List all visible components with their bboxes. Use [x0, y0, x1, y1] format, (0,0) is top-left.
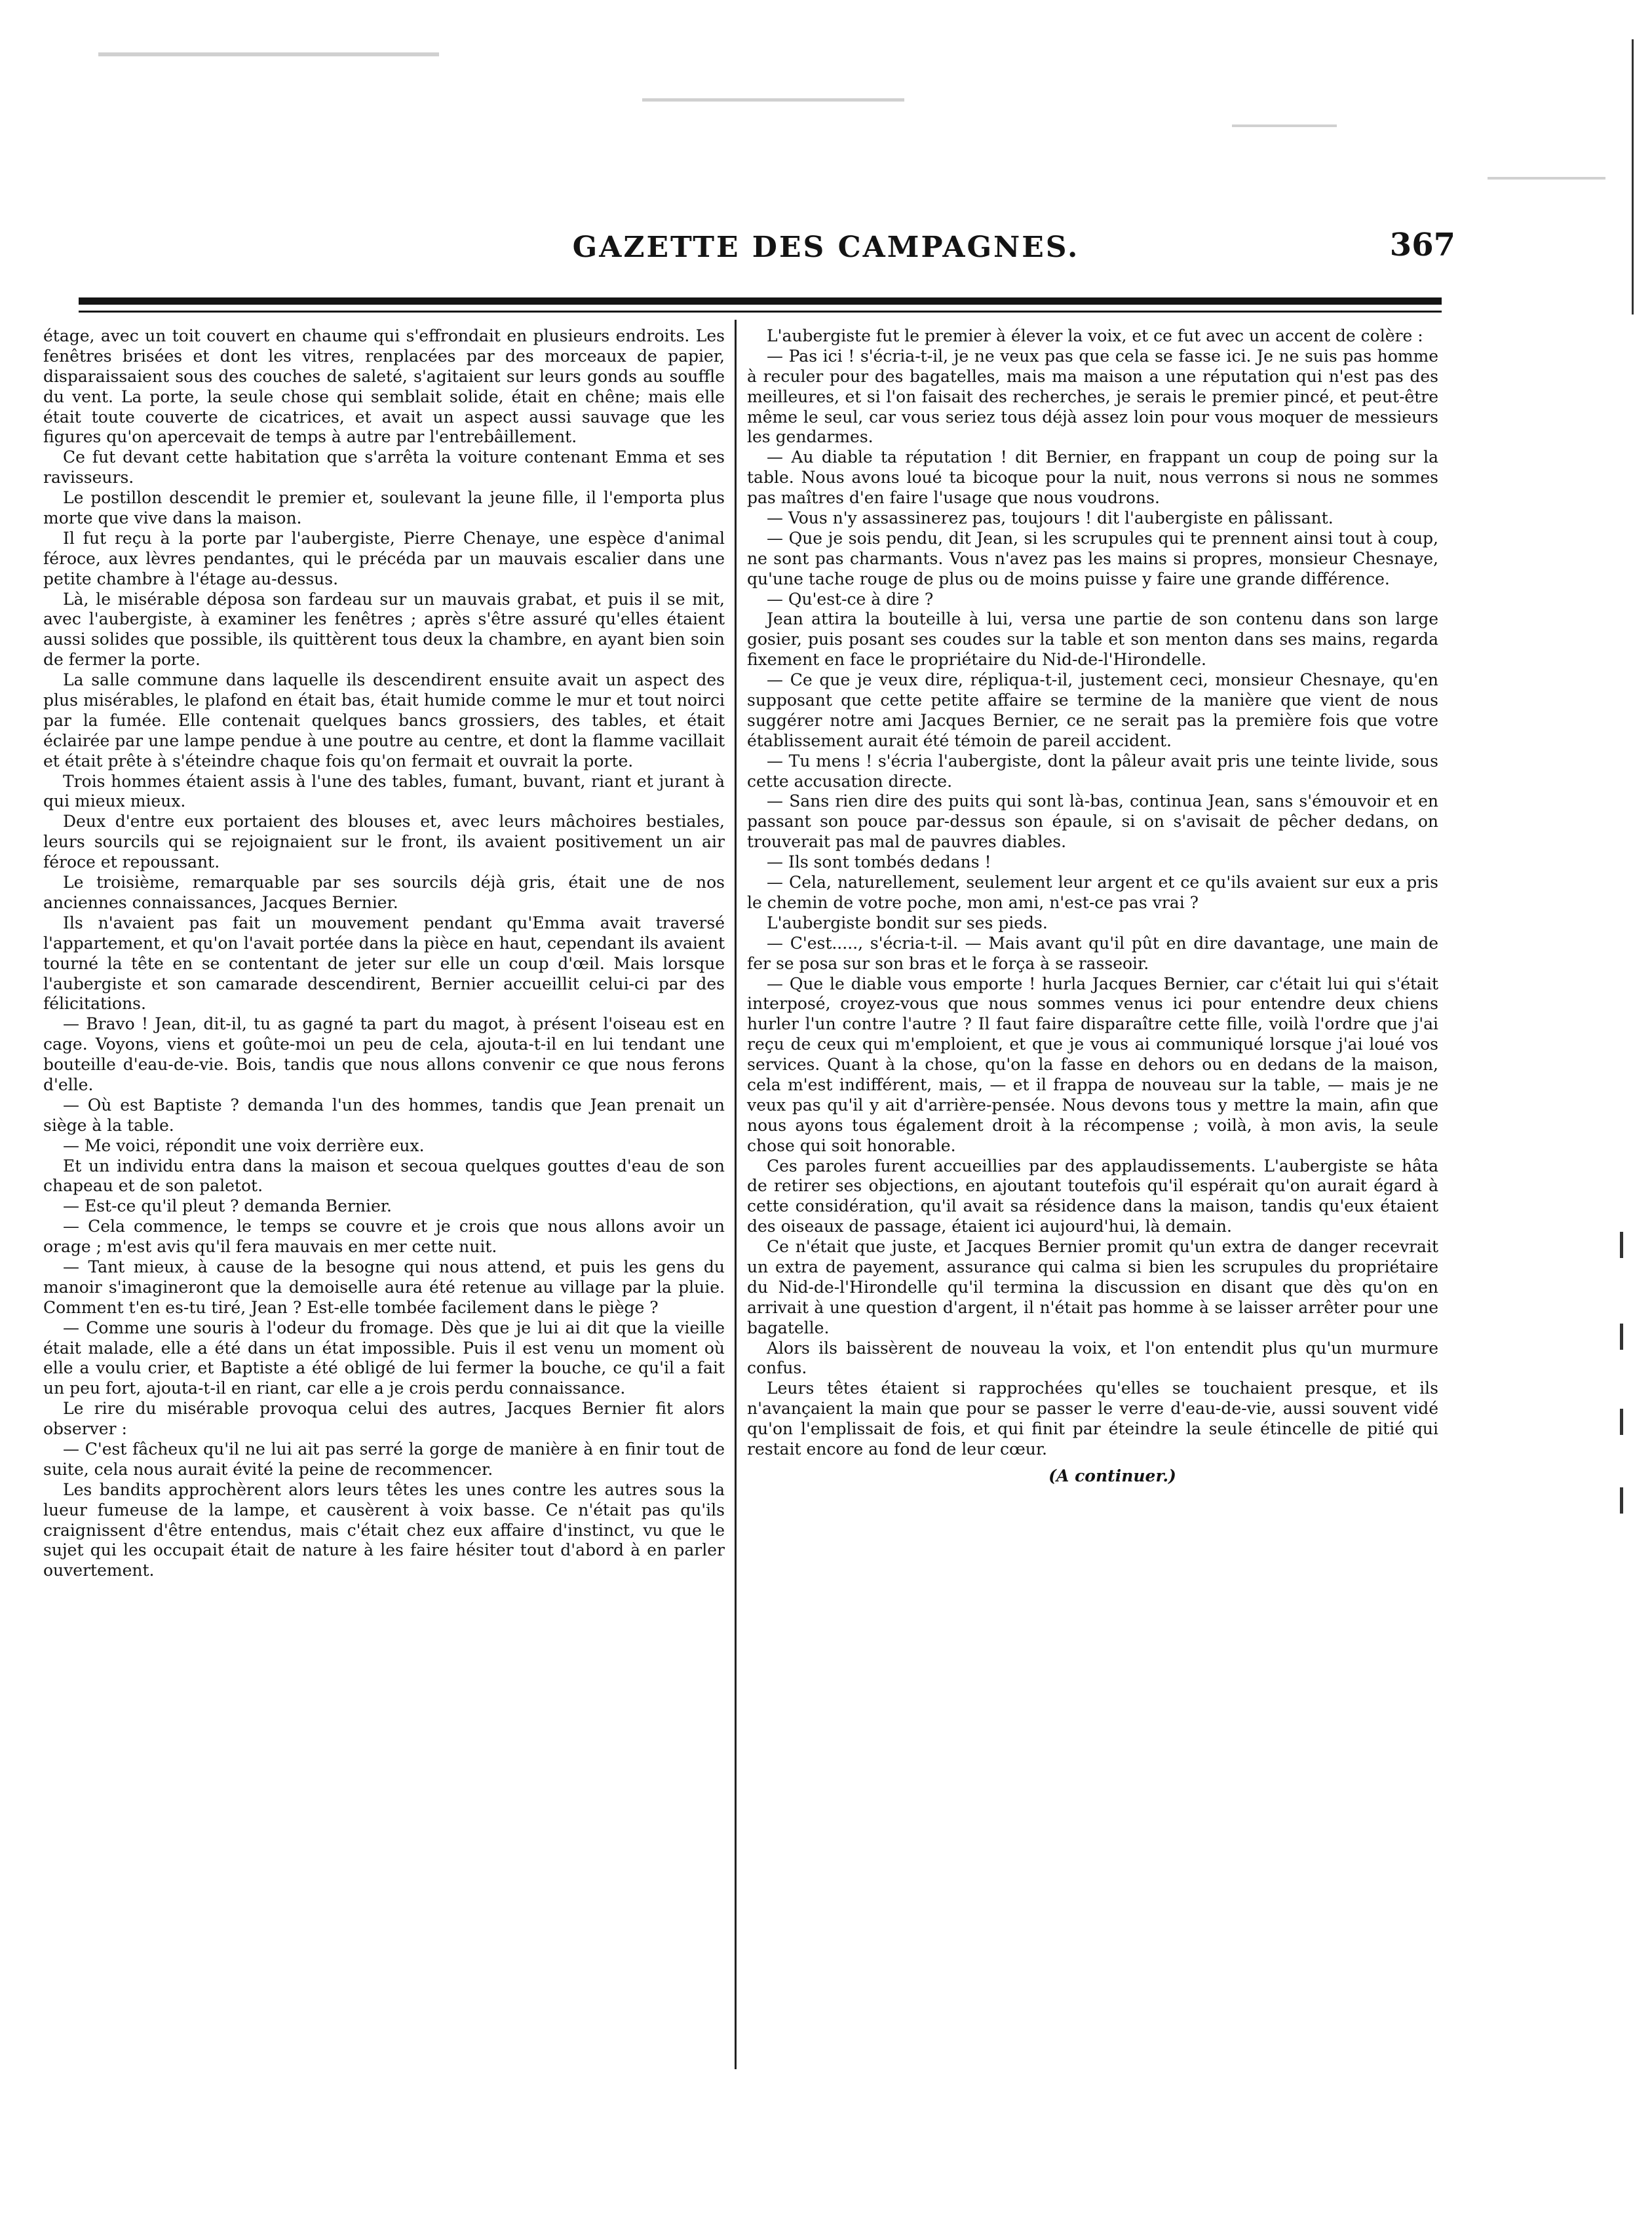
article-paragraph: Et un individu entra dans la maison et secoua quelques gouttes d'eau de son chapeau et de son paletot. [43, 1156, 725, 1196]
article-paragraph: — C'est....., s'écria-t-il. — Mais avant qu'il pût en dire davantage, une main de fer se posa sur son bras et le força à se rasseoir. [747, 933, 1438, 973]
article-paragraph: Les bandits approchèrent alors leurs têtes les unes contre les autres sous la lueur fumeuse de la lampe, et causèrent à voix basse. Ce n'était pas qu'ils craignissent d'être entendus, mais c'était chez eux affaire d'instinct, vu que le sujet qui les occupait était de nature à les faire hésiter tout d'abord à en parler ouvertement. [43, 1479, 725, 1580]
article-paragraph: — Que le diable vous emporte ! hurla Jacques Bernier, car c'était lui qui s'était interposé, croyez-vous que nous sommes venus ici pour entendre deux chiens hurler l'un contre l'autre ? Il faut faire disparaître cette fille, voilà l'ordre que j'ai reçu de ceux qui m'emploient, et que je vous ai communiqué lorsque j'ai loué vos services. Quant à la chose, qu'on la fasse en dehors ou en dedans de la maison, cela m'est indifférent, mais, — et il frappa de nouveau sur la table, — mais je ne veux pas qu'il y ait d'arrière-pensée. Nous devons tous y mettre la main, afin que nous ayons tous également droit à la récompense ; voilà, à mon avis, la seule chose qui soit honorable. [747, 974, 1438, 1155]
scan-edge-mark [1632, 39, 1634, 315]
article-paragraph: — Bravo ! Jean, dit-il, tu as gagné ta part du magot, à présent l'oiseau est en cage. Voyons, viens et goûte-moi un peu de cela, ajouta-t-il en lui tendant une bouteille d'eau-de-vie. Bois, tandis que nous allons convenir ce que nous ferons d'elle. [43, 1014, 725, 1094]
article-paragraph: — Cela, naturellement, seulement leur argent et ce qu'ils avaient sur eux a pris le chemin de votre poche, mon ami, n'est-ce pas vrai ? [747, 873, 1438, 912]
article-paragraph: Le rire du misérable provoqua celui des autres, Jacques Bernier fit alors observer : [43, 1399, 725, 1439]
scan-edge-mark [1620, 1487, 1623, 1514]
article-paragraph: Alors ils baissèrent de nouveau la voix, et l'on entendit plus qu'un murmure confus. [747, 1338, 1438, 1378]
article-paragraph: Ce fut devant cette habitation que s'arrêta la voiture contenant Emma et ses ravisseurs. [43, 448, 725, 487]
article-paragraph: — Comme une souris à l'odeur du fromage. Dès que je lui ai dit que la vieille était malade, elle a été dans un état impossible. Puis il est venu un moment où elle a voulu crier, et Baptiste a été obligé de lui fermer la bouche, ce qu'il a fait un peu fort, ajouta-t-il en riant, car elle a je crois perdu connaissance. [43, 1318, 725, 1398]
article-paragraph: — Cela commence, le temps se couvre et je crois que nous allons avoir un orage ; m'est avis qu'il fera mauvais en mer cette nuit. [43, 1217, 725, 1257]
scan-noise [1232, 124, 1337, 127]
column-divider [735, 320, 737, 2069]
article-paragraph: Ces paroles furent accueillies par des applaudissements. L'aubergiste se hâta de retirer ses objections, en ajoutant toutefois qu'il espérait qu'on aurait égard à cette considération, qu'il avait sa résidence dans la maison, tandis qu'eux étaient des oiseaux de passage, étaient ici aujourd'hui, là demain. [747, 1156, 1438, 1236]
article-paragraph: — Où est Baptiste ? demanda l'un des hommes, tandis que Jean prenait un siège à la table. [43, 1095, 725, 1135]
article-paragraph: — C'est fâcheux qu'il ne lui ait pas serré la gorge de manière à en finir tout de suite, cela nous aurait évité la peine de recommencer. [43, 1439, 725, 1479]
article-paragraph: Le troisième, remarquable par ses sourcils déjà gris, était une de nos anciennes connaissances, Jacques Bernier. [43, 873, 725, 912]
article-paragraph: étage, avec un toit couvert en chaume qui s'effrondait en plusieurs endroits. Les fenêtres brisées et dont les vitres, renplacées par des morceaux de papier, disparaissaient sous des couches de saleté, s'agitaient sur leurs gonds au souffle du vent. La porte, la seule chose qui semblait solide, était en chêne; mais elle était toute couverte de cicatrices, et avait un aspect aussi sauvage que les figures qu'on apercevait de temps à autre par l'entrebâillement. [43, 326, 725, 447]
article-paragraph: Il fut reçu à la porte par l'aubergiste, Pierre Chenaye, une espèce d'animal féroce, aux lèvres pendantes, qui le précéda par un mauvais escalier dans une petite chambre à l'étage au-dessus. [43, 528, 725, 588]
scan-edge-mark [1620, 1232, 1623, 1258]
continuation-label: (A continuer.) [1048, 1466, 1176, 1485]
scan-noise [642, 98, 904, 102]
left-column [43, 326, 725, 1581]
article-paragraph: Leurs têtes étaient si rapprochées qu'elles se touchaient presque, et ils n'avançaient la main que pour se passer le verre d'eau-de-vie, aussi souvent vidé qu'on l'emplissait de fois, et qui finit par éteindre la seule étincelle de pitié qui restait encore au fond de leur cœur. [747, 1379, 1438, 1459]
article-paragraph: Trois hommes étaient assis à l'une des tables, fumant, buvant, riant et jurant à qui mieux mieux. [43, 771, 725, 811]
scan-noise [1488, 177, 1605, 180]
article-paragraph: — Ce que je veux dire, répliqua-t-il, justement ceci, monsieur Chesnaye, qu'en supposant que cette petite affaire se termine de la manière que vient de nous suggérer notre ami Jacques Bernier, ce ne serait pas la première fois que votre établissement aurait été témoin de pareil accident. [747, 670, 1438, 750]
article-paragraph: L'aubergiste fut le premier à élever la voix, et ce fut avec un accent de colère : [767, 326, 1423, 345]
article-paragraph: — Ils sont tombés dedans ! [767, 852, 991, 872]
article-paragraph: — Au diable ta réputation ! dit Bernier, en frappant un coup de poing sur la table. Nous avons loué ta bicoque pour la nuit, nous verrons si nous ne sommes pas maîtres d'en faire l'usage que nous voudrons. [747, 448, 1438, 508]
scan-edge-mark [1620, 1409, 1623, 1435]
article-paragraph: — Vous n'y assassinerez pas, toujours ! dit l'aubergiste en pâlissant. [767, 508, 1334, 528]
article-paragraph: — Me voici, répondit une voix derrière eux. [63, 1136, 425, 1155]
newspaper-title: GAZETTE DES CAMPAGNES. [572, 231, 1080, 264]
article-paragraph: L'aubergiste bondit sur ses pieds. [767, 913, 1048, 932]
header-rule-thick [79, 297, 1442, 305]
article-paragraph: — Est-ce qu'il pleut ? demanda Bernier. [63, 1196, 392, 1216]
article-paragraph: La salle commune dans laquelle ils descendirent ensuite avait un aspect des plus misérables, le plafond en était bas, était humide comme le mur et tout noirci par la fumée. Elle contenait quelques bancs grossiers, des tables, et était éclairée par une lampe pendue à une poutre au centre, et dont la flamme vacillait et était prête à s'éteindre chaque fois qu'on fermait et ouvrait la porte. [43, 670, 725, 771]
article-paragraph: Ce n'était que juste, et Jacques Bernier promit qu'un extra de danger recevrait un extra de payement, assurance qui calma si bien les scrupules du propriétaire du Nid-de-l'Hirondelle qu'il termina la discussion en disant que dès qu'on en arrivait à une question d'argent, il n'était pas homme à se laisser arrêter pour une bagatelle. [747, 1237, 1438, 1337]
header-rule-thin [79, 311, 1442, 313]
article-paragraph: Ils n'avaient pas fait un mouvement pendant qu'Emma avait traversé l'appartement, et qu'on l'avait portée dans la pièce en haut, cependant ils avaient tourné la tête en se contentant de jeter sur elle un coup d'œil. Mais lorsque l'aubergiste et son camarade descendirent, Bernier accueillit celui-ci par des félicitations. [43, 913, 725, 1014]
article-paragraph: Là, le misérable déposa son fardeau sur un mauvais grabat, et puis il se mit, avec l'aubergiste, à examiner les fenêtres ; après s'être assuré qu'elles étaient aussi solides que possible, ils quittèrent tous deux la chambre, en ayant bien soin de fermer la porte. [43, 589, 725, 670]
scan-edge-mark [1620, 1324, 1623, 1350]
article-paragraph: — Tu mens ! s'écria l'aubergiste, dont la pâleur avait pris une teinte livide, sous cette accusation directe. [747, 751, 1438, 791]
article-paragraph: Le postillon descendit le premier et, soulevant la jeune fille, il l'emporta plus morte que vive dans la maison. [43, 488, 725, 528]
article-paragraph: — Que je sois pendu, dit Jean, si les scrupules qui te prennent ainsi tout à coup, ne sont pas charmants. Vous n'avez pas les mains si propres, monsieur Chesnaye, qu'une tache rouge de plus ou de moins puisse y faire une grande différence. [747, 528, 1438, 588]
scan-noise [98, 52, 439, 56]
right-column [747, 326, 1438, 1487]
article-paragraph: Jean attira la bouteille à lui, versa une partie de son contenu dans son large gosier, puis posant ses coudes sur la table et son menton dans ses mains, regarda fixement en face le propriétaire du Nid-de-l'Hirondelle. [747, 609, 1438, 670]
page-number: 367 [1389, 227, 1455, 263]
article-paragraph: — Tant mieux, à cause de la besogne qui nous attend, et puis les gens du manoir s'imagineront que la demoiselle aura été retenue au village par la pluie. Comment t'en es-tu tiré, Jean ? Est-elle tombée facilement dans le piège ? [43, 1257, 725, 1317]
article-paragraph: — Pas ici ! s'écria-t-il, je ne veux pas que cela se fasse ici. Je ne suis pas homme à reculer pour des bagatelles, mais ma maison a une réputation qui n'est pas des meilleures, et si l'on faisait des recherches, je serais le premier pincé, et peut-être même le seul, car vous seriez tous déjà assez loin pour vous moquer de messieurs les gendarmes. [747, 346, 1438, 447]
to-be-continued-note [747, 1466, 1438, 1487]
article-paragraph: — Qu'est-ce à dire ? [767, 589, 934, 609]
article-paragraph: — Sans rien dire des puits qui sont là-bas, continua Jean, sans s'émouvoir et en passant son pouce par-dessus son épaule, si on s'avisait de pêcher dedans, on trouverait pas mal de pauvres diables. [747, 792, 1438, 852]
article-paragraph: Deux d'entre eux portaient des blouses et, avec leurs mâchoires bestiales, leurs sourcils qui se rejoignaient sur le front, ils avaient positivement un air féroce et repoussant. [43, 812, 725, 872]
